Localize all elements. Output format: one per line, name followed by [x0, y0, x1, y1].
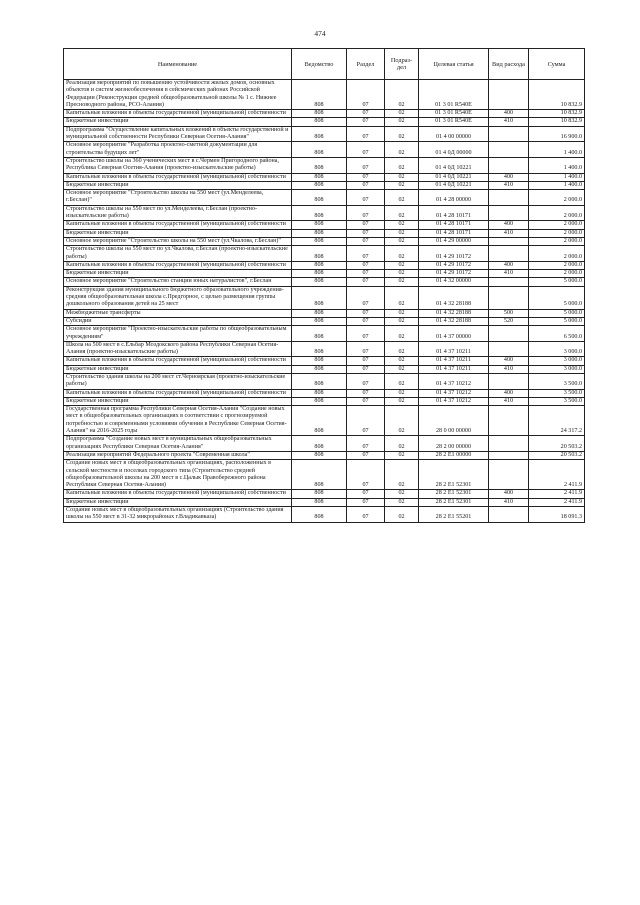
row-expense-type: 410 [489, 181, 529, 189]
header-expense-type: Вид расхода [489, 49, 529, 80]
row-department: 808 [292, 436, 347, 452]
row-expense-type: 520 [489, 317, 529, 325]
row-department: 808 [292, 365, 347, 373]
row-name: Бюджетные инвестиции [64, 397, 292, 405]
row-expense-type [489, 507, 529, 523]
row-department: 808 [292, 490, 347, 498]
row-section: 07 [347, 341, 385, 357]
row-expense-type [489, 436, 529, 452]
row-target-article: 28 2 00 00000 [419, 436, 489, 452]
table-row [64, 246, 585, 262]
row-target-article: 01 4 32 00000 [419, 278, 489, 286]
row-target-article: 01 4 37 10212 [419, 389, 489, 397]
row-amount: 5 000.0 [529, 317, 585, 325]
table-row [64, 309, 585, 317]
row-section: 07 [347, 229, 385, 237]
row-department: 808 [292, 389, 347, 397]
row-section: 07 [347, 490, 385, 498]
row-subsection: 02 [385, 436, 419, 452]
row-amount: 5 000.0 [529, 278, 585, 286]
row-expense-type [489, 80, 529, 110]
row-amount: 3 000.0 [529, 341, 585, 357]
row-department: 808 [292, 357, 347, 365]
row-section: 07 [347, 246, 385, 262]
row-section: 07 [347, 406, 385, 436]
row-target-article: 01 4 37 10211 [419, 365, 489, 373]
row-target-article: 01 4 29 10172 [419, 246, 489, 262]
row-department: 808 [292, 309, 347, 317]
row-subsection: 02 [385, 157, 419, 173]
row-expense-type [489, 286, 529, 309]
row-subsection: 02 [385, 205, 419, 221]
row-name: Основное мероприятие "Строительство школы на 550 мест (ул.Менделеева, г.Беслан)" [64, 190, 292, 206]
table-row [64, 173, 585, 181]
row-department: 808 [292, 190, 347, 206]
header-department: Ведомство [292, 49, 347, 80]
row-department: 808 [292, 118, 347, 126]
row-subsection: 02 [385, 190, 419, 206]
row-subsection: 02 [385, 278, 419, 286]
row-expense-type [489, 142, 529, 158]
row-expense-type [489, 237, 529, 245]
row-subsection: 02 [385, 317, 419, 325]
row-subsection: 02 [385, 373, 419, 389]
row-subsection: 02 [385, 397, 419, 405]
row-expense-type: 410 [489, 270, 529, 278]
row-amount: 1 400.0 [529, 181, 585, 189]
row-target-article: 01 4 28 10171 [419, 205, 489, 221]
row-name: Субсидии [64, 317, 292, 325]
row-subsection: 02 [385, 270, 419, 278]
row-subsection: 02 [385, 110, 419, 118]
table-row [64, 460, 585, 490]
row-amount: 1 400.0 [529, 142, 585, 158]
row-subsection: 02 [385, 173, 419, 181]
table-row [64, 507, 585, 523]
row-amount: 10 832.9 [529, 80, 585, 110]
row-section: 07 [347, 397, 385, 405]
row-target-article: 28 2 E1 00000 [419, 451, 489, 459]
row-amount: 5 000.0 [529, 309, 585, 317]
table-row [64, 278, 585, 286]
row-name: Бюджетные инвестиции [64, 229, 292, 237]
row-amount: 10 832.9 [529, 110, 585, 118]
table-row [64, 157, 585, 173]
row-name: Подпрограмма "Создание новых мест в муниципальных общеобразовательных организациях Республики Северная Осетия-Алания" [64, 436, 292, 452]
row-department: 808 [292, 498, 347, 506]
row-amount: 2 000.0 [529, 205, 585, 221]
row-section: 07 [347, 309, 385, 317]
row-department: 808 [292, 246, 347, 262]
row-expense-type: 410 [489, 118, 529, 126]
row-subsection: 02 [385, 246, 419, 262]
row-name: Основное мероприятие "Разработка проектно-сметной документации для строительства будущих лет" [64, 142, 292, 158]
row-expense-type: 400 [489, 261, 529, 269]
row-amount: 20 503.2 [529, 451, 585, 459]
row-department: 808 [292, 451, 347, 459]
row-department: 808 [292, 142, 347, 158]
row-section: 07 [347, 317, 385, 325]
row-section: 07 [347, 261, 385, 269]
row-section: 07 [347, 237, 385, 245]
row-department: 808 [292, 157, 347, 173]
row-amount: 3 000.0 [529, 365, 585, 373]
row-expense-type [489, 460, 529, 490]
row-amount: 3 500.0 [529, 389, 585, 397]
table-row [64, 389, 585, 397]
row-name: Бюджетные инвестиции [64, 365, 292, 373]
row-subsection: 02 [385, 389, 419, 397]
row-amount: 20 503.2 [529, 436, 585, 452]
row-expense-type [489, 278, 529, 286]
row-amount: 2 411.9 [529, 460, 585, 490]
row-name: Основное мероприятие "Строительство школы на 550 мест (ул.Чкалова, г.Беслан)" [64, 237, 292, 245]
row-name: Основное мероприятие "Проектно-изыскательские работы по общеобразовательным учреждениям" [64, 326, 292, 342]
row-section: 07 [347, 286, 385, 309]
row-department: 808 [292, 173, 347, 181]
row-target-article: 28 2 E1 52301 [419, 460, 489, 490]
row-section: 07 [347, 507, 385, 523]
row-department: 808 [292, 460, 347, 490]
row-department: 808 [292, 181, 347, 189]
row-target-article: 28 2 E1 52301 [419, 498, 489, 506]
row-subsection: 02 [385, 126, 419, 142]
row-section: 07 [347, 451, 385, 459]
row-subsection: 02 [385, 118, 419, 126]
row-expense-type [489, 190, 529, 206]
row-amount: 2 411.9 [529, 498, 585, 506]
page-number: 474 [314, 29, 326, 38]
row-section: 07 [347, 436, 385, 452]
row-target-article: 01 4 0Д 10221 [419, 173, 489, 181]
table-row [64, 118, 585, 126]
row-target-article: 01 4 28 10171 [419, 221, 489, 229]
row-target-article: 01 3 01 R540E [419, 118, 489, 126]
row-target-article: 01 4 0Д 10221 [419, 181, 489, 189]
row-expense-type: 500 [489, 309, 529, 317]
row-section: 07 [347, 173, 385, 181]
row-name: Бюджетные инвестиции [64, 181, 292, 189]
row-target-article: 01 3 01 R540E [419, 110, 489, 118]
row-subsection: 02 [385, 357, 419, 365]
row-expense-type: 400 [489, 389, 529, 397]
table-row [64, 326, 585, 342]
row-department: 808 [292, 507, 347, 523]
row-target-article: 01 4 29 00000 [419, 237, 489, 245]
row-section: 07 [347, 205, 385, 221]
table-row [64, 365, 585, 373]
row-expense-type [489, 205, 529, 221]
row-expense-type [489, 341, 529, 357]
row-department: 808 [292, 110, 347, 118]
table-row [64, 406, 585, 436]
row-department: 808 [292, 261, 347, 269]
row-subsection: 02 [385, 80, 419, 110]
table-row [64, 190, 585, 206]
table-row [64, 436, 585, 452]
row-expense-type [489, 451, 529, 459]
row-subsection: 02 [385, 460, 419, 490]
row-expense-type: 400 [489, 490, 529, 498]
table-row [64, 110, 585, 118]
row-amount: 2 000.0 [529, 221, 585, 229]
table-header-row [64, 49, 585, 80]
row-amount: 24 317.2 [529, 406, 585, 436]
row-expense-type: 400 [489, 221, 529, 229]
row-expense-type: 400 [489, 110, 529, 118]
row-department: 808 [292, 237, 347, 245]
table-row [64, 286, 585, 309]
row-section: 07 [347, 389, 385, 397]
row-department: 808 [292, 397, 347, 405]
row-name: Реконструкция здания муниципального бюджетного образовательного учреждения-средняя общеобразовательная школа с.Предгорное, с целью размещения группы дошкольного образования детей на 25 мест [64, 286, 292, 309]
row-target-article: 01 4 37 10212 [419, 397, 489, 405]
row-department: 808 [292, 229, 347, 237]
row-section: 07 [347, 357, 385, 365]
table-row [64, 221, 585, 229]
row-amount: 3 500.0 [529, 397, 585, 405]
row-name: Строительство школы на 360 ученических мест в с.Чермен Пригородного района, Республика Северная Осетия-Алания (проектно-изыскательские работы) [64, 157, 292, 173]
table-row [64, 317, 585, 325]
row-department: 808 [292, 326, 347, 342]
row-amount: 2 000.0 [529, 261, 585, 269]
row-department: 808 [292, 406, 347, 436]
row-department: 808 [292, 317, 347, 325]
row-department: 808 [292, 126, 347, 142]
row-target-article: 01 4 00 00000 [419, 126, 489, 142]
row-subsection: 02 [385, 326, 419, 342]
row-amount: 1 400.0 [529, 157, 585, 173]
row-target-article: 01 4 32 28188 [419, 309, 489, 317]
row-amount: 2 000.0 [529, 237, 585, 245]
row-target-article: 01 4 0Д 00000 [419, 142, 489, 158]
row-target-article: 01 4 37 10212 [419, 373, 489, 389]
table-row [64, 373, 585, 389]
row-name: Капитальные вложения в объекты государственной (муниципальной) собственности [64, 490, 292, 498]
row-amount: 3 500.0 [529, 373, 585, 389]
row-target-article: 01 4 29 10172 [419, 270, 489, 278]
row-amount: 1 400.0 [529, 173, 585, 181]
row-name: Реализация мероприятий Федерального проекта "Современная школа" [64, 451, 292, 459]
row-section: 07 [347, 181, 385, 189]
row-expense-type [489, 373, 529, 389]
row-name: Капитальные вложения в объекты государственной (муниципальной) собственности [64, 221, 292, 229]
row-name: Бюджетные инвестиции [64, 498, 292, 506]
header-subsection: Подраз-дел [385, 49, 419, 80]
table-row [64, 397, 585, 405]
table-row [64, 237, 585, 245]
row-target-article: 01 4 28 10171 [419, 229, 489, 237]
row-section: 07 [347, 221, 385, 229]
row-expense-type: 410 [489, 397, 529, 405]
row-target-article: 01 3 01 R540E [419, 80, 489, 110]
row-name: Строительство школы на 550 мест по ул.Менделеева, г.Беслан (проектно-изыскательские работы) [64, 205, 292, 221]
row-subsection: 02 [385, 406, 419, 436]
table-row [64, 490, 585, 498]
row-expense-type [489, 126, 529, 142]
row-amount: 18 091.3 [529, 507, 585, 523]
row-amount: 2 411.9 [529, 490, 585, 498]
row-department: 808 [292, 373, 347, 389]
table-row [64, 357, 585, 365]
table-row [64, 498, 585, 506]
row-section: 07 [347, 270, 385, 278]
row-amount: 3 000.0 [529, 357, 585, 365]
row-target-article: 01 4 37 10211 [419, 341, 489, 357]
row-amount: 2 000.0 [529, 190, 585, 206]
row-name: Создание новых мест в общеобразовательных организациях (Строительство здания школы на 550 мест в 31-32 микрорайонах г.Владикавказа) [64, 507, 292, 523]
row-amount: 6 500.0 [529, 326, 585, 342]
row-subsection: 02 [385, 229, 419, 237]
row-department: 808 [292, 270, 347, 278]
row-subsection: 02 [385, 237, 419, 245]
row-name: Капитальные вложения в объекты государственной (муниципальной) собственности [64, 261, 292, 269]
row-subsection: 02 [385, 498, 419, 506]
row-subsection: 02 [385, 221, 419, 229]
header-amount: Сумма [529, 49, 585, 80]
table-row [64, 451, 585, 459]
table-row [64, 80, 585, 110]
table-row [64, 205, 585, 221]
row-department: 808 [292, 221, 347, 229]
row-department: 808 [292, 341, 347, 357]
row-target-article: 01 4 37 10211 [419, 357, 489, 365]
row-expense-type [489, 157, 529, 173]
row-name: Капитальные вложения в объекты государственной (муниципальной) собственности [64, 357, 292, 365]
row-subsection: 02 [385, 309, 419, 317]
row-target-article: 01 4 29 10172 [419, 261, 489, 269]
row-subsection: 02 [385, 341, 419, 357]
row-target-article: 28 0 00 00000 [419, 406, 489, 436]
table-row [64, 270, 585, 278]
row-amount: 2 000.0 [529, 229, 585, 237]
row-department: 808 [292, 278, 347, 286]
row-section: 07 [347, 460, 385, 490]
row-section: 07 [347, 498, 385, 506]
row-name: Подпрограмма "Осуществление капитальных вложений в объекты государственной и муниципальной собственности Республики Северная Осетия-Алания" [64, 126, 292, 142]
row-expense-type: 400 [489, 357, 529, 365]
row-amount: 16 900.0 [529, 126, 585, 142]
row-section: 07 [347, 190, 385, 206]
row-section: 07 [347, 373, 385, 389]
row-section: 07 [347, 126, 385, 142]
row-section: 07 [347, 110, 385, 118]
row-name: Межбюджетные трансферты [64, 309, 292, 317]
table-row [64, 126, 585, 142]
row-subsection: 02 [385, 507, 419, 523]
row-subsection: 02 [385, 451, 419, 459]
row-department: 808 [292, 205, 347, 221]
row-section: 07 [347, 278, 385, 286]
row-target-article: 01 4 32 28188 [419, 317, 489, 325]
row-subsection: 02 [385, 365, 419, 373]
row-name: Создание новых мест в общеобразовательных организациях, расположенных в сельской местности и поселках городского типа (Строительство средней общеобразовательной школы на 200 мест в с.Цалык Правобережного района Республики Северная Осетия-Алания) [64, 460, 292, 490]
row-section: 07 [347, 118, 385, 126]
row-target-article: 28 2 E1 55201 [419, 507, 489, 523]
header-section: Раздел [347, 49, 385, 80]
row-expense-type: 410 [489, 498, 529, 506]
table-row [64, 181, 585, 189]
row-section: 07 [347, 157, 385, 173]
row-expense-type [489, 326, 529, 342]
row-expense-type [489, 406, 529, 436]
row-target-article: 01 4 37 00000 [419, 326, 489, 342]
row-department: 808 [292, 286, 347, 309]
row-subsection: 02 [385, 286, 419, 309]
row-amount: 10 832.9 [529, 118, 585, 126]
row-name: Реализация мероприятий по повышению устойчивости жилых домов, основных объектов и систем жизнеобеспечения в сейсмических районах Российской Федерации (Реконструкция средней общеобразовательной школы № 1 с. Нижнее Пресноводного района, РСО-Алания) [64, 80, 292, 110]
row-expense-type: 400 [489, 173, 529, 181]
row-section: 07 [347, 365, 385, 373]
row-subsection: 02 [385, 261, 419, 269]
row-section: 07 [347, 142, 385, 158]
row-name: Бюджетные инвестиции [64, 270, 292, 278]
row-name: Капитальные вложения в объекты государственной (муниципальной) собственности [64, 173, 292, 181]
row-name: Государственная программа Республики Северная Осетия-Алания "Создание новых мест в общеобразовательных организациях в соответствии с прогнозируемой потребностью и современными условиями обучения в Республике Северная Осетия-Алания" на 2016-2025 годы [64, 406, 292, 436]
row-department: 808 [292, 80, 347, 110]
row-amount: 5 000.0 [529, 286, 585, 309]
row-subsection: 02 [385, 181, 419, 189]
row-target-article: 28 2 E1 52301 [419, 490, 489, 498]
row-expense-type: 410 [489, 229, 529, 237]
row-subsection: 02 [385, 490, 419, 498]
table-row [64, 261, 585, 269]
table-row [64, 229, 585, 237]
row-section: 07 [347, 326, 385, 342]
table-row [64, 142, 585, 158]
row-name: Основное мероприятие "Строительство станции юных натуралистов", г.Беслан [64, 278, 292, 286]
row-name: Школа на 500 мест в с.Ельбар Моздокского района Республики Северная Осетия-Алания (проектно-изыскательские работы) [64, 341, 292, 357]
row-target-article: 01 4 32 28188 [419, 286, 489, 309]
header-target-article: Целевая статья [419, 49, 489, 80]
row-expense-type: 410 [489, 365, 529, 373]
header-name: Наименование [64, 49, 292, 80]
row-name: Бюджетные инвестиции [64, 118, 292, 126]
row-target-article: 01 4 0Д 10221 [419, 157, 489, 173]
row-name: Капитальные вложения в объекты государственной (муниципальной) собственности [64, 389, 292, 397]
row-name: Строительство здания школы на 200 мест ст.Черноярская (проектно-изыскательские работы) [64, 373, 292, 389]
row-section: 07 [347, 80, 385, 110]
row-name: Капитальные вложения в объекты государственной (муниципальной) собственности [64, 110, 292, 118]
table-row [64, 341, 585, 357]
row-target-article: 01 4 28 00000 [419, 190, 489, 206]
row-name: Строительство школы на 550 мест по ул.Чкалова, г.Беслан (проектно-изыскательские работы) [64, 246, 292, 262]
row-amount: 2 000.0 [529, 246, 585, 262]
budget-table [63, 48, 585, 523]
row-amount: 2 000.0 [529, 270, 585, 278]
row-subsection: 02 [385, 142, 419, 158]
row-expense-type [489, 246, 529, 262]
